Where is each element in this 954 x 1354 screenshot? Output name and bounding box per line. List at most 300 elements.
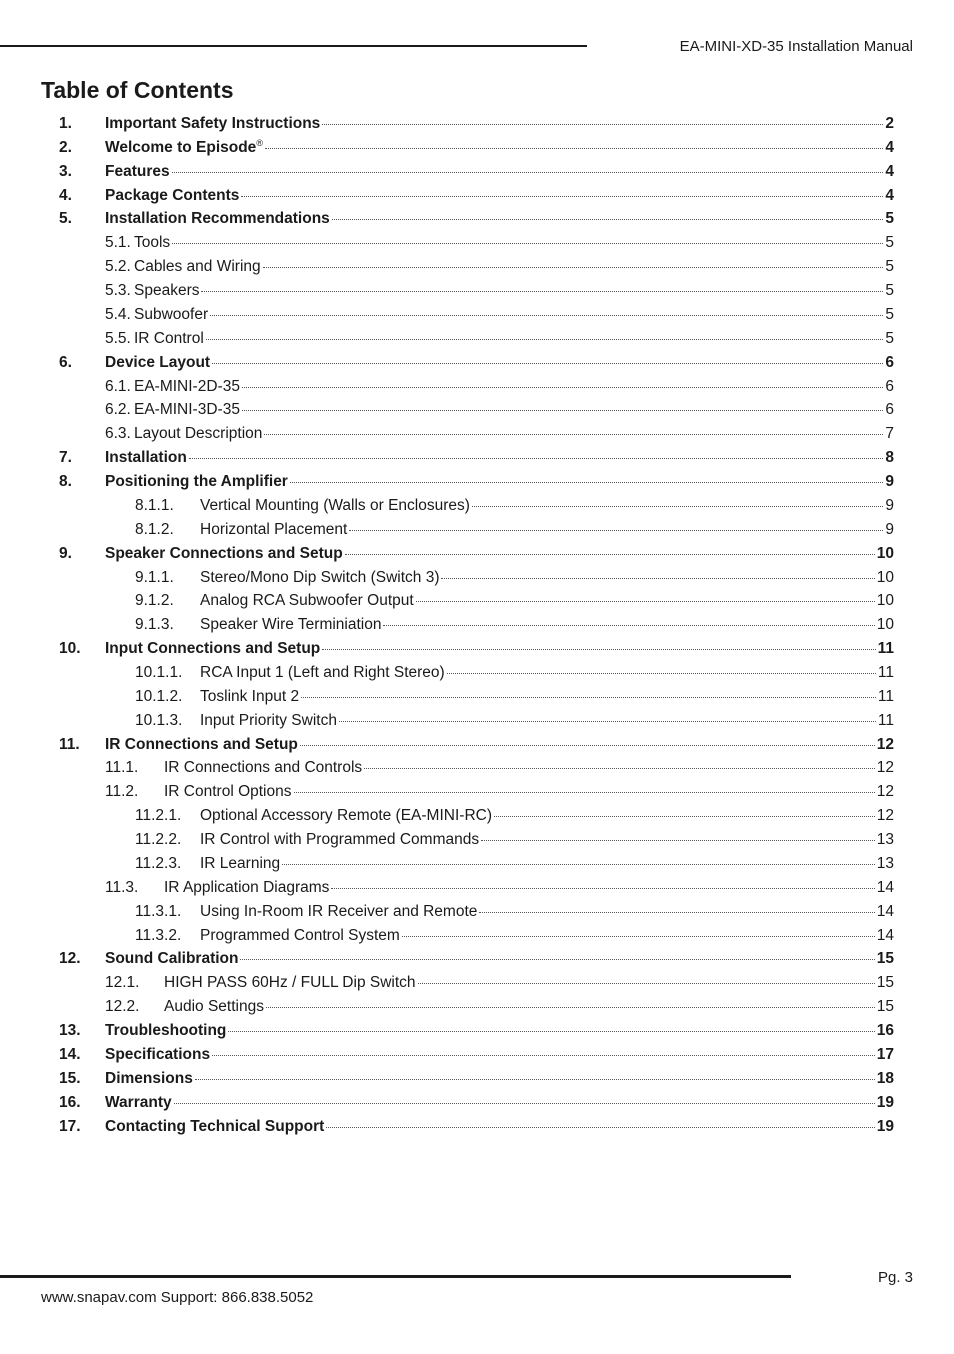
toc-entry-page[interactable]: 19 [876, 1117, 894, 1135]
dot-leader [494, 816, 875, 817]
toc-entry[interactable] [0, 566, 954, 590]
toc-entry-line [200, 852, 894, 876]
dot-leader [481, 840, 875, 841]
toc-entry-number: 5.2. [105, 258, 131, 276]
toc-entry[interactable] [0, 685, 954, 709]
toc-entry-number: 3. [59, 162, 72, 180]
toc-entry-title-text: IR Control Options [164, 783, 292, 801]
toc-entry-page[interactable]: 10 [876, 616, 894, 634]
toc-entry-number: 8.1.2. [135, 520, 174, 538]
toc-entry-title-text: IR Connections and Controls [164, 759, 363, 777]
dot-leader [172, 243, 883, 244]
dot-leader [266, 1007, 875, 1008]
toc-entry-line [105, 947, 894, 971]
toc-entry[interactable] [0, 733, 954, 757]
toc-entry-title-text: IR Application Diagrams [164, 878, 330, 896]
toc-entry-page[interactable]: 13 [876, 854, 894, 872]
toc-entry-number: 5.3. [105, 282, 131, 300]
toc-entry-title[interactable] [200, 852, 280, 876]
toc-entry-title-text: Input Connections and Setup [105, 640, 321, 658]
toc-entry-page[interactable]: 5 [885, 282, 894, 300]
toc-entry-title[interactable] [105, 207, 330, 231]
toc-entry[interactable] [0, 446, 954, 470]
toc-entry-title-text: Vertical Mounting (Walls or Enclosures) [200, 496, 470, 514]
toc-entry-line [200, 900, 894, 924]
dot-leader [301, 697, 876, 698]
toc-entry-title[interactable] [105, 947, 238, 971]
toc-entry-title-text: Welcome to Episode [105, 138, 257, 156]
toc-entry-title-text: Audio Settings [164, 998, 264, 1016]
toc-entry-number: 16. [59, 1093, 81, 1111]
toc-entry-title[interactable] [200, 613, 381, 637]
dot-leader [189, 458, 884, 459]
toc-entry-number: 5. [59, 210, 72, 228]
toc-entry-title-text: EA-MINI-3D-35 [134, 401, 240, 419]
toc-entry[interactable] [0, 804, 954, 828]
toc-entry-page[interactable]: 8 [885, 449, 894, 467]
toc-entry-title[interactable] [105, 446, 187, 470]
toc-entry-title[interactable] [105, 1019, 226, 1043]
toc-entry-page[interactable]: 10 [876, 592, 894, 610]
dot-leader [240, 959, 874, 960]
toc-entry-line [105, 136, 894, 160]
toc-entry[interactable] [0, 876, 954, 900]
toc-entry-title[interactable] [200, 828, 479, 852]
toc-entry-title-text: Package Contents [105, 186, 240, 204]
toc-entry-number: 9. [59, 544, 72, 562]
toc-entry-line [105, 446, 894, 470]
dot-leader [416, 601, 875, 602]
toc-entry-title[interactable] [200, 518, 347, 542]
toc-entry-title[interactable] [134, 327, 204, 351]
toc-entry-title[interactable] [200, 494, 470, 518]
toc-entry-title-text: EA-MINI-2D-35 [134, 377, 240, 395]
toc-entry[interactable] [0, 160, 954, 184]
toc-entry-line [164, 876, 894, 900]
toc-entry-page[interactable]: 5 [885, 210, 894, 228]
toc-entry-page[interactable]: 4 [885, 162, 894, 180]
toc-entry-number: 15. [59, 1069, 81, 1087]
toc-entry[interactable] [0, 136, 954, 160]
dot-leader [349, 530, 883, 531]
dot-leader [294, 792, 875, 793]
dot-leader [364, 768, 875, 769]
toc-entry-title-text: HIGH PASS 60Hz / FULL Dip Switch [164, 974, 416, 992]
toc-entry-line [105, 1091, 894, 1115]
toc-entry-title[interactable] [164, 876, 329, 900]
toc-entry-line [105, 184, 894, 208]
toc-entry-line [200, 661, 894, 685]
toc-entry[interactable] [0, 1067, 954, 1091]
toc-entry-line [134, 231, 894, 255]
dot-leader [383, 625, 874, 626]
toc-entry-line [200, 518, 894, 542]
toc-entry-page[interactable]: 12 [876, 759, 894, 777]
toc-entry-line [105, 1019, 894, 1043]
toc-entry-number: 10.1.2. [135, 687, 183, 705]
toc-entry-title[interactable] [200, 804, 492, 828]
toc-entry-line [105, 112, 894, 136]
toc-entry-line [134, 303, 894, 327]
dot-leader [242, 410, 883, 411]
dot-leader [441, 578, 874, 579]
toc-entry-number: 12.2. [105, 998, 140, 1016]
toc-entry-title-text: Tools [134, 234, 171, 252]
toc-entry-number: 11.2.3. [135, 854, 182, 872]
toc-entry-number: 11.2.1. [135, 807, 182, 825]
toc-entry-title[interactable] [105, 112, 320, 136]
toc-entry-title[interactable] [164, 971, 416, 995]
toc-entry-page[interactable]: 14 [876, 902, 894, 920]
toc-entry-line [105, 637, 894, 661]
toc-entry-number: 1. [59, 115, 72, 132]
toc-entry[interactable] [0, 231, 954, 255]
toc-entry[interactable] [0, 780, 954, 804]
toc-entry-number: 9.1.2. [135, 592, 174, 610]
toc-entry-page[interactable]: 10 [876, 544, 894, 562]
toc-entry-title-text: Stereo/Mono Dip Switch (Switch 3) [200, 568, 440, 586]
toc-entry-line [105, 733, 894, 757]
toc-entry-line [200, 709, 894, 733]
toc-entry[interactable] [0, 207, 954, 231]
toc-entry[interactable] [0, 303, 954, 327]
dot-leader [212, 363, 883, 364]
toc-entry-title-text: Specifications [105, 1045, 211, 1063]
toc-entry-line [164, 756, 894, 780]
toc-entry-title[interactable] [105, 470, 288, 494]
toc-entry-page[interactable]: 16 [876, 1022, 894, 1040]
toc-entry-title-text: Troubleshooting [105, 1022, 227, 1040]
toc-entry[interactable] [0, 947, 954, 971]
toc-entry-title-text: Optional Accessory Remote (EA-MINI-RC) [200, 807, 492, 825]
toc-entry-line [134, 422, 894, 446]
toc-entry-number: 11. [59, 735, 80, 753]
toc-entry-line [134, 327, 894, 351]
toc-entry[interactable] [0, 1019, 954, 1043]
toc-entry-number: 14. [59, 1045, 81, 1063]
toc-entry-page[interactable]: 11 [877, 664, 894, 681]
toc-entry-page[interactable]: 12 [876, 807, 894, 825]
toc-entry-page[interactable]: 11 [877, 687, 894, 705]
toc-entry[interactable] [0, 971, 954, 995]
dot-leader [212, 1055, 875, 1056]
toc-entry[interactable] [0, 279, 954, 303]
toc-entry-page[interactable]: 2 [885, 115, 894, 132]
dot-leader [300, 745, 875, 746]
toc-entry[interactable] [0, 852, 954, 876]
toc-entry-number: 9.1.3. [135, 616, 174, 634]
toc-entry-number: 9.1.1. [135, 568, 174, 586]
toc-entry[interactable] [0, 1043, 954, 1067]
dot-leader [290, 482, 884, 483]
toc-entry-title-text: Toslink Input 2 [200, 687, 300, 705]
toc-entry-page[interactable]: 9 [885, 496, 894, 514]
toc-entry-number: 11.3.1. [135, 902, 182, 920]
toc-entry-line [105, 1115, 894, 1139]
toc-entry[interactable] [0, 1091, 954, 1115]
toc-entry-line [200, 589, 894, 613]
toc-entry-title-text: Subwoofer [134, 305, 209, 323]
toc-entry-title[interactable] [200, 685, 299, 709]
toc-entry-title[interactable] [134, 231, 170, 255]
toc-entry-line [200, 494, 894, 518]
toc-entry-page[interactable]: 9 [885, 473, 894, 491]
toc-entry-title[interactable] [105, 637, 320, 661]
page-number: Pg. 3 [877, 1269, 913, 1286]
toc-entry[interactable] [0, 470, 954, 494]
toc-entry-page[interactable]: 9 [885, 520, 894, 538]
toc-entry-number: 8. [59, 473, 72, 491]
toc-entry-page[interactable]: 12 [876, 783, 894, 801]
toc-entry-number: 10.1.3. [135, 711, 183, 729]
toc-entry-title[interactable] [164, 780, 292, 804]
toc-entry-title-text: Cables and Wiring [134, 258, 261, 276]
toc-entry-line [200, 804, 894, 828]
toc-heading: Table of Contents [41, 77, 234, 103]
toc-entry-page[interactable]: 15 [876, 950, 894, 968]
toc-entry-number: 10. [59, 640, 81, 658]
dot-leader [206, 339, 884, 340]
toc-entry-page[interactable]: 6 [885, 353, 894, 371]
toc-entry-title-text: Analog RCA Subwoofer Output [200, 592, 414, 610]
toc-entry-number: 5.5. [105, 329, 131, 347]
toc-entry[interactable] [0, 184, 954, 208]
toc-entry[interactable] [0, 756, 954, 780]
toc-entry-title[interactable] [105, 542, 343, 566]
toc-entry-number: 6.2. [105, 401, 131, 419]
toc-entry[interactable] [0, 375, 954, 399]
toc-entry[interactable] [0, 494, 954, 518]
toc-entry-title[interactable] [134, 398, 240, 422]
dot-leader [326, 1127, 874, 1128]
toc-entry-title[interactable] [134, 279, 199, 303]
toc-entry[interactable] [0, 924, 954, 948]
toc-entry-title-text: Using In-Room IR Receiver and Remote [200, 902, 478, 920]
toc-entry-number: 2. [59, 138, 72, 156]
toc-entry-title-text: Installation [105, 449, 187, 467]
toc-entry-line [134, 255, 894, 279]
toc-entry-page[interactable]: 14 [876, 926, 894, 944]
footer-rule [0, 1275, 791, 1278]
toc-entry-title[interactable] [200, 566, 439, 590]
toc-entry[interactable] [0, 351, 954, 375]
toc-entry-number: 11.2.2. [135, 831, 182, 849]
toc-entry-title-text: Input Priority Switch [200, 711, 337, 729]
toc-entry-title-text: Horizontal Placement [200, 520, 348, 538]
toc-entry-title[interactable] [200, 924, 400, 948]
dot-leader [201, 291, 883, 292]
toc-entry[interactable] [0, 255, 954, 279]
toc-entry-number: 10.1.1. [135, 664, 183, 681]
toc-entry-line [164, 995, 894, 1019]
toc-entry-page[interactable]: 4 [885, 186, 894, 204]
dot-leader [265, 148, 883, 149]
toc-entry-line [164, 971, 894, 995]
toc-entry-page[interactable]: 5 [885, 234, 894, 252]
toc-entry-title-text: Contacting Technical Support [105, 1117, 325, 1135]
toc-entry[interactable] [0, 828, 954, 852]
toc-entry-title-text: Speakers [134, 282, 200, 300]
dot-leader [241, 196, 883, 197]
toc-entry-title-text: IR Learning [200, 854, 281, 872]
toc-entry-title-text: Dimensions [105, 1069, 193, 1087]
dot-leader [195, 1079, 875, 1080]
toc-entry-title-text: Installation Recommendations [105, 210, 330, 228]
toc-entry-page[interactable]: 17 [876, 1045, 894, 1063]
dot-leader [447, 673, 876, 674]
toc-entry-line [105, 160, 894, 184]
dot-leader [472, 506, 883, 507]
dot-leader [282, 864, 875, 865]
toc-entry-page[interactable]: 19 [876, 1093, 894, 1111]
toc-entry-page[interactable]: 6 [885, 377, 894, 395]
toc-entry-page[interactable]: 13 [876, 831, 894, 849]
toc-entry-page[interactable]: 5 [885, 329, 894, 347]
toc-entry-line [200, 566, 894, 590]
toc-entry[interactable] [0, 709, 954, 733]
toc-entry-page[interactable]: 12 [876, 735, 894, 753]
toc-entry-title[interactable] [105, 160, 170, 184]
toc-entry-number: 5.1. [105, 234, 131, 252]
toc-entry-title-text: RCA Input 1 (Left and Right Stereo) [200, 664, 445, 681]
toc-entry-number: 4. [59, 186, 72, 204]
toc-entry-title[interactable] [200, 589, 414, 613]
header-rule [0, 45, 587, 47]
toc-entry-number: 11.1. [105, 759, 139, 777]
dot-leader [210, 315, 883, 316]
toc-entry-title[interactable] [134, 303, 208, 327]
dot-leader [172, 172, 884, 173]
toc-entry-title[interactable] [105, 1091, 172, 1115]
toc-entry-number: 8.1.1. [135, 496, 174, 514]
toc-entry-title-text: Important Safety Instructions [105, 115, 321, 132]
toc-entry-number: 7. [59, 449, 72, 467]
dot-leader [174, 1103, 875, 1104]
toc-entry[interactable] [0, 900, 954, 924]
toc-entry-title[interactable] [200, 709, 337, 733]
toc-entry-page[interactable]: 11 [877, 640, 894, 658]
toc-entry-title[interactable] [105, 184, 239, 208]
toc-entry-number: 6.1. [105, 377, 131, 395]
toc-entry-number: 5.4. [105, 305, 131, 323]
toc-entry[interactable] [0, 589, 954, 613]
toc-entry-line [105, 1067, 894, 1091]
toc-entry-line [105, 207, 894, 231]
toc-entry-line [200, 924, 894, 948]
toc-entry-title-text: Warranty [105, 1093, 172, 1111]
toc-entry-line [200, 613, 894, 637]
toc-entry-page[interactable]: 18 [876, 1069, 894, 1087]
toc-entry-title[interactable] [105, 1115, 324, 1139]
toc-entry-title[interactable] [200, 661, 445, 685]
toc-entry[interactable] [0, 542, 954, 566]
toc-entry-title[interactable] [105, 1067, 193, 1091]
toc-entry-number: 6. [59, 353, 72, 371]
dot-leader [345, 554, 875, 555]
toc-entry-line [164, 780, 894, 804]
dot-leader [242, 387, 883, 388]
toc-entry-number: 11.3.2. [135, 926, 182, 944]
toc-entry-title-text: Device Layout [105, 353, 211, 371]
toc-entry-title[interactable] [105, 351, 210, 375]
dot-leader [322, 649, 875, 650]
dot-leader [418, 983, 875, 984]
toc-entry[interactable] [0, 637, 954, 661]
toc-entry[interactable] [0, 327, 954, 351]
toc-entry-title[interactable] [105, 1043, 210, 1067]
toc-entry-title[interactable] [134, 255, 261, 279]
dot-leader [339, 721, 876, 722]
toc-entry-title-text: Positioning the Amplifier [105, 473, 288, 491]
toc-entry-title[interactable] [200, 900, 477, 924]
toc-entry-title-text: IR Control [134, 329, 204, 347]
toc-entry-line [105, 351, 894, 375]
dot-leader [263, 267, 884, 268]
toc-entry-number: 12. [59, 950, 81, 968]
toc-entry-page[interactable]: 5 [885, 305, 894, 323]
dot-leader [264, 434, 883, 435]
toc-entry-line [105, 1043, 894, 1067]
toc-entry-line [200, 685, 894, 709]
toc-entry-title[interactable] [105, 136, 263, 160]
toc-entry-page[interactable]: 6 [885, 401, 894, 419]
toc-entry-title-text: Programmed Control System [200, 926, 400, 944]
toc-entry-title-text: Features [105, 162, 170, 180]
toc-entry[interactable] [0, 518, 954, 542]
toc-entry[interactable] [0, 398, 954, 422]
toc-entry-page[interactable]: 7 [885, 425, 894, 443]
toc-entry-line [134, 279, 894, 303]
toc-entry-title-text: IR Connections and Setup [105, 735, 298, 753]
toc-entry-page[interactable]: 15 [876, 974, 894, 992]
dot-leader [479, 912, 874, 913]
document-title: EA-MINI-XD-35 Installation Manual [679, 38, 913, 55]
toc-entry-title-text: Sound Calibration [105, 950, 239, 968]
toc-entry[interactable] [0, 661, 954, 685]
toc-entry[interactable] [0, 613, 954, 637]
toc-entry[interactable] [0, 422, 954, 446]
toc-entry-line [134, 375, 894, 399]
dot-leader [332, 219, 884, 220]
toc-entry-line [200, 828, 894, 852]
dot-leader [228, 1031, 874, 1032]
toc-entry-title-text: Speaker Connections and Setup [105, 544, 343, 562]
toc-entry-title[interactable] [164, 995, 264, 1019]
toc-entry[interactable] [0, 1115, 954, 1139]
toc-entry-page[interactable]: 5 [885, 258, 894, 276]
registered-mark: ® [256, 137, 263, 148]
toc-entry-line [105, 470, 894, 494]
toc-entry-title[interactable] [105, 733, 298, 757]
toc-entry-line [134, 398, 894, 422]
toc-entry-page[interactable]: 4 [885, 138, 894, 156]
dot-leader [322, 124, 883, 125]
toc-entry[interactable] [0, 112, 954, 136]
toc-entry-number: 17. [59, 1117, 81, 1135]
toc-entry-title[interactable] [164, 756, 362, 780]
toc-entry-title-text: Layout Description [134, 425, 263, 443]
toc-entry-page[interactable]: 11 [877, 711, 894, 729]
toc-entry-title[interactable] [134, 375, 240, 399]
toc-entry[interactable] [0, 995, 954, 1019]
footer-contact: www.snapav.com Support: 866.838.5052 [41, 1289, 314, 1306]
toc-entry-number: 12.1. [105, 974, 140, 992]
toc-entry-title[interactable] [134, 422, 262, 446]
toc-entry-title-text: IR Control with Programmed Commands [200, 831, 480, 849]
toc-entry-page[interactable]: 14 [876, 878, 894, 896]
toc-entry-page[interactable]: 10 [876, 568, 894, 586]
toc-entry-page[interactable]: 15 [876, 998, 894, 1016]
